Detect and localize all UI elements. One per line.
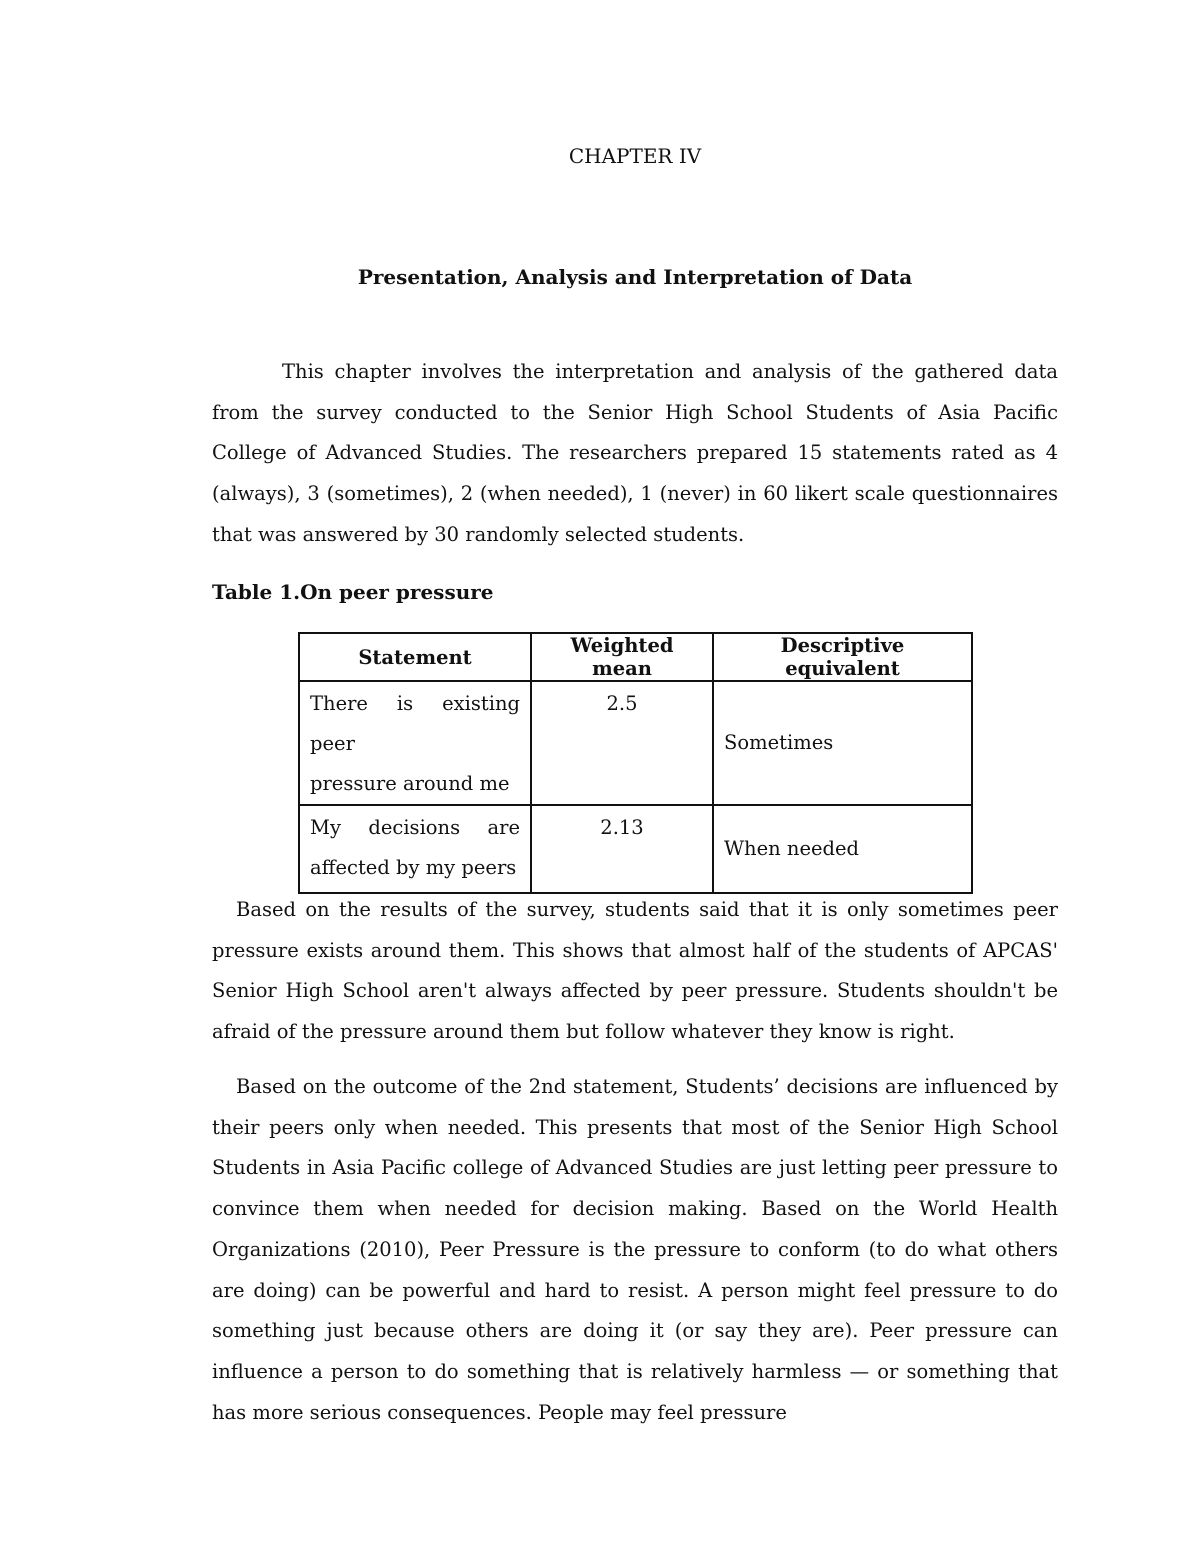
statement-line: There is existing peer (310, 692, 520, 755)
result-paragraph-1: Based on the results of the survey, students said that it is only sometimes peer pressure exists around them. This shows that almost half of the students of APCAS' Senior High School aren't always affected by peer pressure. Students shouldn't be afraid of the pressure around them but follow whatever they know is right. (212, 898, 1058, 1044)
table-row (299, 681, 972, 805)
header-statement: Statement (299, 633, 531, 681)
chapter-title: CHAPTER IV (568, 144, 702, 168)
header-descriptive-equivalent: Descriptive equivalent (713, 633, 972, 681)
statement-cell (299, 681, 531, 805)
descriptive-cell: Sometimes (713, 681, 972, 805)
weighted-mean-cell: 2.5 (531, 681, 713, 805)
table-row (299, 805, 972, 893)
statement-line: affected by my peers (310, 856, 517, 879)
statement-cell (299, 805, 531, 893)
table-header-row (299, 633, 972, 681)
weighted-mean-cell: 2.13 (531, 805, 713, 893)
table-caption: Table 1.On peer pressure (212, 580, 494, 604)
statement-line: pressure around me (310, 772, 510, 795)
peer-pressure-table (298, 632, 973, 894)
intro-paragraph: This chapter involves the interpretation and analysis of the gathered data from the survey conducted to the Senior High School Students of Asia Pacific College of Advanced Studies. The researchers prepared 15 statements rated as 4 (always), 3 (sometimes), 2 (when needed), 1 (never) in 60 likert scale questionnaires that was answered by 30 randomly selected students. (212, 360, 1058, 546)
descriptive-cell: When needed (713, 805, 972, 893)
result-paragraph-2: Based on the outcome of the 2nd statement, Students’ decisions are influenced by their peers only when needed. This presents that most of the Senior High School Students in Asia Pacific college of Advanced Studies are just letting peer pressure to convince them when needed for decision making. Based on the World Health Organizations (2010), Peer Pressure is the pressure to conform (to do what others are doing) can be powerful and hard to resist. A person might feel pressure to do something just because others are doing it (or say they are). Peer pressure can influence a person to do something that is relatively harmless — or something that has more serious consequences. People may feel pressure (212, 1075, 1058, 1424)
section-title: Presentation, Analysis and Interpretation of Data (357, 265, 913, 289)
header-weighted-mean: Weighted mean (531, 633, 713, 681)
statement-line: My decisions are (310, 816, 520, 839)
